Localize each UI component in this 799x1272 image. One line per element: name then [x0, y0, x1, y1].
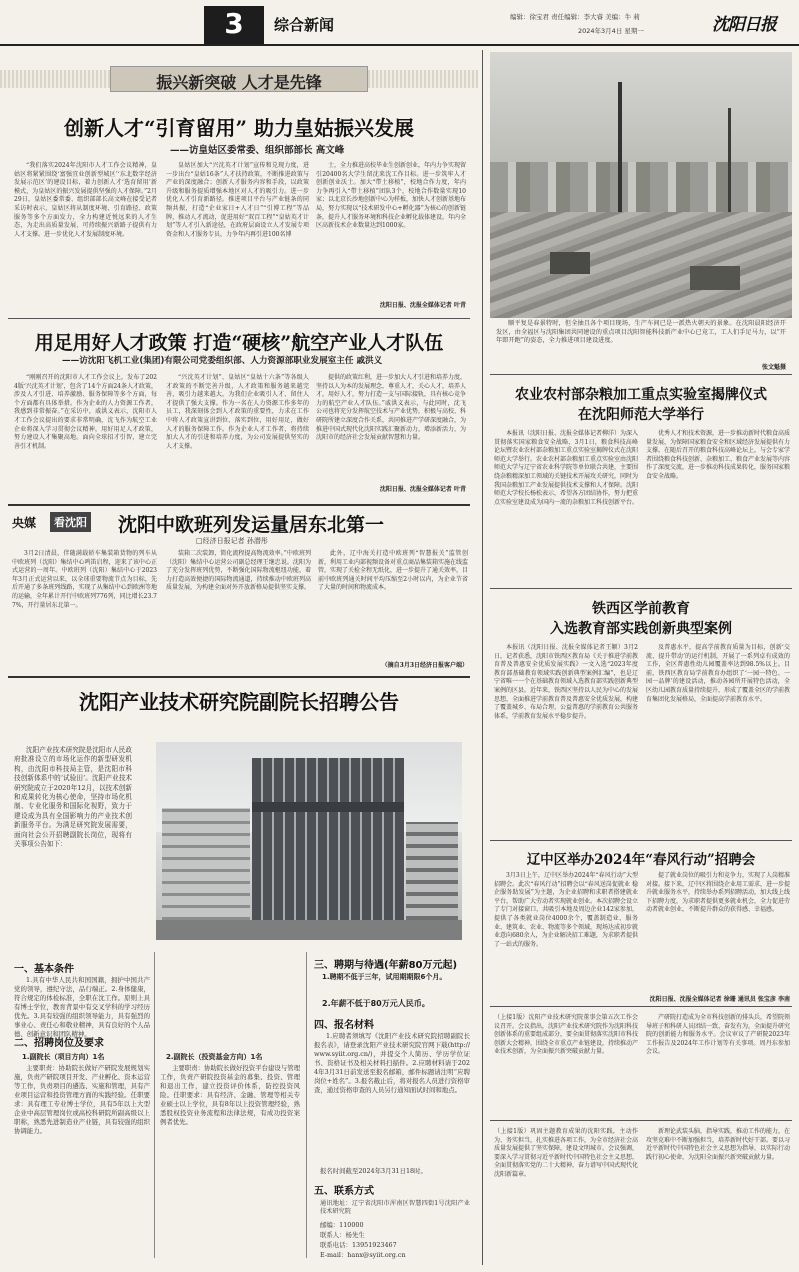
- ad-pos2-title: 2.副院长（投资基金方向）1名: [166, 1053, 263, 1061]
- brief2-col2-text: 新理论武装头脑，指导实践，推动工作的能力，在攻坚克难中不断加强担当，培养新时代好干部。要以习近平新时代中国特色社会主义思想为指导，以实际行动践行初心使命，为沈阳全面振兴新突破贡献力量。: [646, 1128, 791, 1161]
- ag-title-line1: 农业农村部杂粮加工重点实验室揭牌仪式: [515, 387, 767, 403]
- article1-col3-text: 士，全力推进高校毕业生创新创业，年内力争实现留引20400名大学生留沈来沈工作目标。进一步筑牢人才创新创业沃土。加大“带土移植”，校地合作力度，年内力争再引入“带土移植”团队3个，校地合作数量实现10家；以北京长沙地创新中心为样板，加快人才创新基地布局，努力实现以“技术研发中心+孵化器”为核心的创新链条，提升人才服务环境和科技企业孵化载体建设。年内全区高新技术企业数量达到1000家。: [316, 162, 467, 230]
- ad-deadline: 报名时间截至2024年3月31日18时。: [320, 1167, 427, 1175]
- train-tag-1: 央媒: [12, 516, 37, 530]
- divider-1: [8, 318, 470, 319]
- train-tag: [12, 512, 100, 532]
- ad-intro-text: 沈阳产业技术研究院是沈阳市人民政府批准设立的市场化运作的新型研发机构，由沈阳市科技局主管，是沈阳市科技创新体系中的‘试验田’。沈阳产业技术研究院成立于2020年12月，以技术创新和成果转化为核心使命，坚持市场化机制、专业化服务和国际化视野，致力于建设成为具有全国影响力的产业技术创新服务平台。为满足研究院发展需要，面向社会公开招聘副院长岗位，现将有关事项公告如下：: [14, 746, 132, 849]
- ad-col-divider-1: [154, 952, 155, 1258]
- photo-left-building: [162, 808, 250, 920]
- article1-col2-text: 皇姑区加大“兴沈英才计划”宣传和兑现力度，进一步出台“皇姑16条”人才扶持政策，不断推进政策与产业的深度融合；创新人才服务内容和手段，以政策升级和服务提质增强本地区对人才的吸引力。进一步优化人才引育新路径。推进项目平台与产业链条的同频共振，打造“企业家日+人才日”“引博工程”等品牌，推动人才流动，促进用好“双百工程”“皇姑英才计划”等人才引入新途径，在政府层面设立人才发展专项资金和人才服务专员，力争年内再引进100名博: [166, 162, 309, 238]
- divider-r2: [490, 588, 792, 589]
- ad-col-divider-2: [306, 952, 307, 1258]
- ad-pay1: 1.聘期不低于三年，试用期期限6个月。: [322, 973, 447, 981]
- ad-pos-title: 二、招聘岗位及要求: [14, 1038, 104, 1049]
- article2-col1: [14, 374, 157, 494]
- divider-2: [8, 504, 470, 506]
- ad-basic: [14, 976, 150, 1038]
- banner: [0, 58, 478, 98]
- article2-col3-text: 提供的政策红利，进一步加大人才引进和培养力度，坚持以人为本的发展理念，尊重人才，关心人才，培养人才，用好人才，努力打造一支与国际接轨，具有核心竞争力的航空产业人才队伍。”戚洪义表示，与此同时，沈飞公司也将充分发挥航空技术与产业优势，积极与高校、科研院所建立深度合作关系，共同推进产学研深度融合，为推进中国式现代化沈阳实践汇聚新动力，增添新活力，为沈阳市的经济社会发展贡献智慧和力量。: [316, 374, 467, 442]
- train-col1-text: 3月2日清晨，伴随满载轿车集装箱货物的列车从中欧班列（沈阳）集结中心鸣笛启程，迎来了该中心正式运营的一周年。中欧班列（沈阳）集结中心于2023年3月正式运营以来，以全球重要物流节点为目标，先后开通了多条班列线路，实现了从集结中心到欧洲等地的运输，全年累计开行中欧班列776列，同比增长23.77%，开行量居东北第一。: [12, 550, 157, 609]
- train-note: （摘自3月3日经济日报客户端）: [381, 662, 468, 669]
- banner-text: 振兴新突破 人才是先锋: [156, 73, 322, 92]
- ag-col1-text: 本报讯（沈阳日报、沈报全媒体记者柳洋）为深入贯彻落实国家粮食安全战略，3月1日，粮食科技高峰论坛暨农业农村部杂粮加工重点实验室揭牌仪式在沈阳师范大学举行。农业农村部杂粮加工重点实验室由沈阳师范大学与辽宁省农业科学院等单位联合共建，主要围绕杂粮精深加工领域的关键技术开展攻关研究，同时为我国杂粮加工产业发展提供技术支撑和人才保障。沈阳师范大学校长杨松表示，希望各方团结协作，努力把重点实验室建设成为国内一流的杂粮加工科技创新平台。: [494, 430, 639, 506]
- edu-col1-text: 本报讯（沈阳日报、沈报全媒体记者王颖）3月2日，记者获悉，沈阳市铁西区教育局《关于推进学前教育普及普惠安全优质发展实践》一文入选“2023年度教育部基础教育领域实践创新典型案例汇编”，也是辽宁省唯一一个在基础教育领域入选教育部实践创新典型案例的区县。近年来，铁西区坚持以人民为中心的发展思想，全面推进学前教育普及普惠安全优质发展，构建了覆盖城乡、布局合理、公益普惠的学前教育公共服务体系，学前教育发展水平稳步提升。: [494, 644, 639, 720]
- ad-basic-title: 一、基本条件: [14, 964, 74, 975]
- article2-col2: [166, 374, 309, 494]
- ad-pay-title: 三、聘期与待遇(年薪80万元起): [314, 960, 458, 971]
- ad-pay2: 2.年薪不低于80万元人民币。: [322, 999, 430, 1008]
- masthead: [0, 0, 799, 46]
- page-number: 3: [224, 7, 244, 40]
- job-title: 辽中区举办2024年“春风行动”招聘会: [526, 852, 756, 868]
- ad-intro: [14, 746, 132, 946]
- ag-col1: [494, 430, 638, 578]
- train-col2-text: 装箱二次装卸，简化流程提高物流效率。”中欧班列（沈阳）集结中心运营公司副总经理王继忠说。沈阳为了充分发挥班列优势，不断强化国际物流枢纽功能，着力打造高效便捷的国际物流通道，持续推动中欧班列高质量发展，为构建全面对外开放新格局提供坚实支撑。: [166, 550, 311, 592]
- job-col1-text: 3月3日上午，辽中区举办2024年“春风行动”大型招聘会。此次“春风行动”招聘会以“春风送岗促就业 稳企服务助发展”为主题，为企业招聘和求职者搭建就业平台，帮助广大劳动者实现就业创业。本次招聘会设立了专门对接窗口，共吸引本地及周边企业142家参加，提供了各类就业岗位4000余个，覆盖制造业、服务业、建筑业、农业、物流等多个领域，现场达成初步就业意向680余人，为企业解决招工难题，为求职者提供了一站式的服务。: [494, 872, 639, 948]
- article1-col3: [316, 162, 466, 296]
- job-col1: [494, 872, 638, 990]
- article1-signature: 沈阳日报、沈报全媒体记者 叶青: [379, 302, 466, 309]
- editor-line: 编辑：徐宝君 责任编辑：李大睿 美编：牛 莉: [510, 13, 640, 21]
- train-col3-text: 此外，辽中海关打造中欧班列“智慧报关”监管创新，利用工业内部视频设备对重点商品集装箱实施在线监管，实现了关检全程无纸化，进一步提升了通关效率，目前中欧班列通关时间平均压缩至2小时以内，为企业节省了大量的时间和物流成本。: [318, 550, 469, 592]
- train-title: 沈阳中欧班列发运量居东北第一: [118, 514, 385, 536]
- ad-addr: [320, 1200, 470, 1218]
- ad-apply-title: 四、报名材料: [314, 1020, 374, 1031]
- ad-apply-text: 1.应聘者须填写《沈阳产业技术研究院招聘副院长报名表》，请登录沈阳产业技术研究院官网下载(http://www.syiit.org.cn/)，并提交个人简历、学历学位证书、资格证书及相关材料扫描件。2.应聘材料请于2024年3月31日前发送至报名邮箱，邮件标题请注明“应聘岗位+姓名”。3.报名截止后，将对报名人员进行资格审查，通过资格审查的人员另行通知面试时间和地点。: [314, 1032, 470, 1094]
- photo-ground: [490, 212, 792, 318]
- building-photo: [156, 742, 462, 940]
- divider-r1: [490, 374, 792, 375]
- masthead-rule: [0, 44, 799, 46]
- edu-col2: [646, 644, 790, 832]
- ad-apply: [314, 1032, 470, 1162]
- ad-contact: 联系人：杨先生: [320, 1231, 365, 1239]
- brief2-col2: [646, 1128, 790, 1262]
- photo-machinery: [550, 252, 590, 274]
- article1-title: 创新人才“引育留用” 助力皇姑振兴发展: [64, 116, 414, 140]
- ad-title: 沈阳产业技术研究院副院长招聘公告: [79, 690, 399, 714]
- photo-tower-band: [252, 802, 404, 812]
- brief2-text: （上接1版）巩固主题教育成果的沈阳实践，主动作为、务实担当，扎实推进各项工作，为全市经济社会高质量发展提供了坚实保障，建设文明城市。会议强调，要深入学习贯彻习近平新时代中国特色社会主义思想，全面贯彻落实党的二十大精神，奋力谱写中国式现代化沈阳新篇章。: [494, 1128, 639, 1178]
- brief1-col2: [646, 1014, 790, 1114]
- ad-addr-text: 通讯地址：辽宁省沈阳市浑南区智慧四街1号沈阳产业技术研究院: [320, 1200, 470, 1216]
- article2-col2-text: “兴沈英才计划”、皇姑区“皇姑十六条”等各级人才政策的不断完善升级，人才政策和服务越来越完善，吸引力越来越大，为我们企业吸引人才、留住人才提供了强大支撑。作为一名在人力资源工作多年的员工，我深刻体会到人才政策的重要性，力求在工作中将人才政策宣讲到位、落实到位，用好用足，做好人才的服务保障工作。作为企业人才工作者，将持续加大人才的引进和培养力度，为公司发展提供坚实的人才支撑。: [166, 374, 309, 450]
- center-divider: [482, 50, 483, 1265]
- article2-title: 用足用好人才政策 打造“硬核”航空产业人才队伍: [34, 332, 444, 354]
- newspaper-logo: 沈阳日报: [712, 15, 776, 35]
- edu-col1: [494, 644, 638, 832]
- photo-ground: [156, 920, 462, 940]
- article2-signature: 沈阳日报、沈报全媒体记者 叶青: [379, 486, 466, 493]
- article1-subtitle: ——访皇姑区委常委、组织部部长 高文峰: [170, 145, 345, 156]
- brief1-text: （上接1版）沈阳产业技术研究院董事会第五次工作会议召开。会议指出，沈阳产业技术研究院作为沈阳科技创新体系的重要组成部分，要全面贯彻落实沈阳市科技创新大会精神，围绕全市重点产业链建设，持续推动产业技术创新，为全面振兴新突破贡献力量。: [494, 1014, 639, 1056]
- brief1-col1: [494, 1014, 638, 1114]
- ag-col2: [646, 430, 790, 578]
- job-col2: [646, 872, 790, 990]
- ad-pos1-text: 主要职责：协助院长做好产研院发展规划实施，负责产研院项目开发、产业孵化、资本运营等工作，负责项目的遴选、实施和管理，具有产业项目运营和投资管理方面的实践经验。任职要求：具有理工专业博士学位，具有5年以上大型企业中高层管理岗位或高校科研院所副高级以上职称，熟悉先进制造业产业链，具有较强的组织协调能力。: [14, 1064, 150, 1135]
- section-name: 综合新闻: [274, 16, 335, 34]
- article1-col1: [14, 162, 157, 310]
- ad-basic-col2: [160, 960, 300, 1044]
- edu-col2-text: 及普惠水平，提高学前教育质量为目标，创新‘交流、提升带动’的运行机制，开展了一系列卓有成效的工作，全区普惠性幼儿园覆盖率达到98.5%以上。目前，铁西区教育局学前教育办组织了‘一园一特色、一园一品牌’的建设活动，推动各园所开展特色活动，全区幼儿园教育质量持续提升，形成了覆盖全区的学前教育集团化发展格局，全面提高学前教育水平。: [646, 644, 791, 703]
- edu-title-line2: 入选教育部实践创新典型案例: [550, 621, 732, 637]
- job-signature: 沈阳日报、沈报全媒体记者 徐珊 通讯员 张宝彦 李南: [649, 996, 790, 1003]
- article1-col1-text: “我们落实2024年沈阳市人才工作会议精神，皇姑区将紧紧围绕‘富强宜业创新型城区’‘东北数字经济发展示范区’的建设目标，着力创新人才‘选育留用’新模式，为皇姑区的振兴发展提供坚强的人才保障。”2月29日，皇姑区委常委、组织部部长高文峰在接受记者采访时表示，皇姑区将从制度环境、引育路径、政策服务等多个方面发力，全力构建近悦远来的人才生态，为走出高质量发展、可持续振兴新路子提供有力人才支撑。进一步优化人才发展制度环境。: [14, 162, 157, 238]
- ad-basic-text: 1.具有中华人民共和国国籍，拥护中国共产党的领导，遵纪守法，品行端正。2.身体健康，符合规定的体检标准，全职在沈工作。原则上具有博士学位，教育背景中有交叉学科的学习经历优先。3.具有较强的组织领导能力，具有强烈的事业心、责任心和敬业精神，具有良好的个人品德、创新意识和团队精神。: [14, 976, 150, 1038]
- article2-subtitle: ——访沈阳飞机工业(集团)有限公司党委组织部、人力资源部职业发展室主任 戚洪义: [62, 356, 383, 366]
- divider-r3: [490, 840, 792, 841]
- ad-phone: 联系电话：13951923467: [320, 1241, 397, 1249]
- ag-col2-text: 优秀人才和技术资源，进一步推动新时代粮食高质量发展，为保障国家粮食安全和区域经济发展提供有力支撑。在随后召开的粮食科技高峰论坛上，与会专家学者围绕粮食科技创新、杂粮加工、粮食产业发展等内容作了深度交流，进一步推动科技成果转化，服务国家粮食安全战略。: [646, 430, 791, 480]
- ad-zip: 邮编：110000: [320, 1221, 364, 1229]
- edu-title-line1: 铁西区学前教育: [592, 601, 690, 617]
- divider-3: [8, 676, 470, 678]
- train-col1: [12, 550, 157, 670]
- article1-col2: [166, 162, 309, 310]
- train-col2: [166, 550, 311, 670]
- article2-col1-text: “刚刚召开的沈阳市人才工作会议上，发布了2024版‘兴沈英才计划’，包含了14个方面24条人才政策，涉及人才引进、培养激励、服务保障等多个方面，每个方面都有具体举措。作为企业的人力资源工作者，我感到非常振奋。”在采访中，戚洪义表示，沈阳市人才工作会议提出的要求非常明确，沈飞作为航空工业企业将深入学习贯彻会议精神，用好用足人才政策，努力建设人才集聚高地。面向全球招才引智，建立完善引才机制。: [14, 374, 157, 450]
- train-tag-2: 看沈阳: [50, 512, 91, 532]
- ag-title-line2: 在沈阳师范大学举行: [578, 407, 704, 423]
- photo-top-caption: [496, 320, 786, 362]
- ad-email: E-mail：hanx@syiit.org.cn: [320, 1251, 406, 1259]
- photo-tower: [252, 758, 404, 920]
- brief1-col2-text: 产研院打造成为全市科技创新的排头兵，希望院领导班子和科研人员团结一致、奋发有为，全面提升研究院的创新能力和服务水平。会议审议了产研院2023年工作报告及2024年工作计划等有关事项。周丹东参加会议。: [646, 1014, 791, 1056]
- ad-pos2: [160, 1064, 300, 1258]
- train-byline: □经济日报记者 孙潜彤: [196, 537, 268, 545]
- ad-pos1: [14, 1064, 150, 1258]
- train-col3: [318, 550, 468, 654]
- photo-right-building: [406, 822, 458, 920]
- ad-pos1-title: 1.副院长（项目方向）1名: [22, 1053, 105, 1061]
- construction-photo: [490, 52, 792, 318]
- date-line: 2024年3月4日 星期一: [578, 27, 644, 35]
- photo-top-credit: 张文魁摄: [761, 364, 786, 371]
- photo-top-caption-text: 顺平复是春景特时，但全抽且各个项目现场，生产车间已是一派热火朝天的景象。在沈阳晨阳经济开发区，由全福区与沈阳集团共同建设的重点项目沈阳智能科技新产业中心已竟工，工人们手足马力，以“开年即开跑”的姿态，全力推进项目建设进度。: [496, 320, 786, 345]
- job-col2-text: 提了就业岗位的吸引力和竞争力，实现了人岗精准对接。接下来，辽中区将围绕企业用工需求，进一步提升就业服务水平，持续举办系列招聘活动，加大线上线下招聘力度，为求职者提供更多就业机会，全力促进劳动者就业创业，不断提升群众的获得感、幸福感。: [646, 872, 791, 914]
- divider-r4: [490, 1006, 792, 1007]
- brief2-col1: [494, 1128, 638, 1262]
- divider-r5: [490, 1120, 792, 1121]
- photo-distant-buildings: [490, 162, 792, 212]
- ad-contact-title: 五、联系方式: [314, 1186, 374, 1197]
- ad-pos2-text: 主要职责：协助院长做好投资平台建设与管理工作，负责产研院投资基金的募集、投资、管理和退出工作，建立投资评价体系，防控投资风险。任职要求：具有经济、金融、管理等相关专业硕士以上学位，具有8年以上投资管理经验，熟悉股权投资业务流程和法律法规，有成功投资案例者优先。: [160, 1064, 300, 1126]
- photo-machinery-2: [690, 266, 740, 290]
- article2-col3: [316, 374, 466, 480]
